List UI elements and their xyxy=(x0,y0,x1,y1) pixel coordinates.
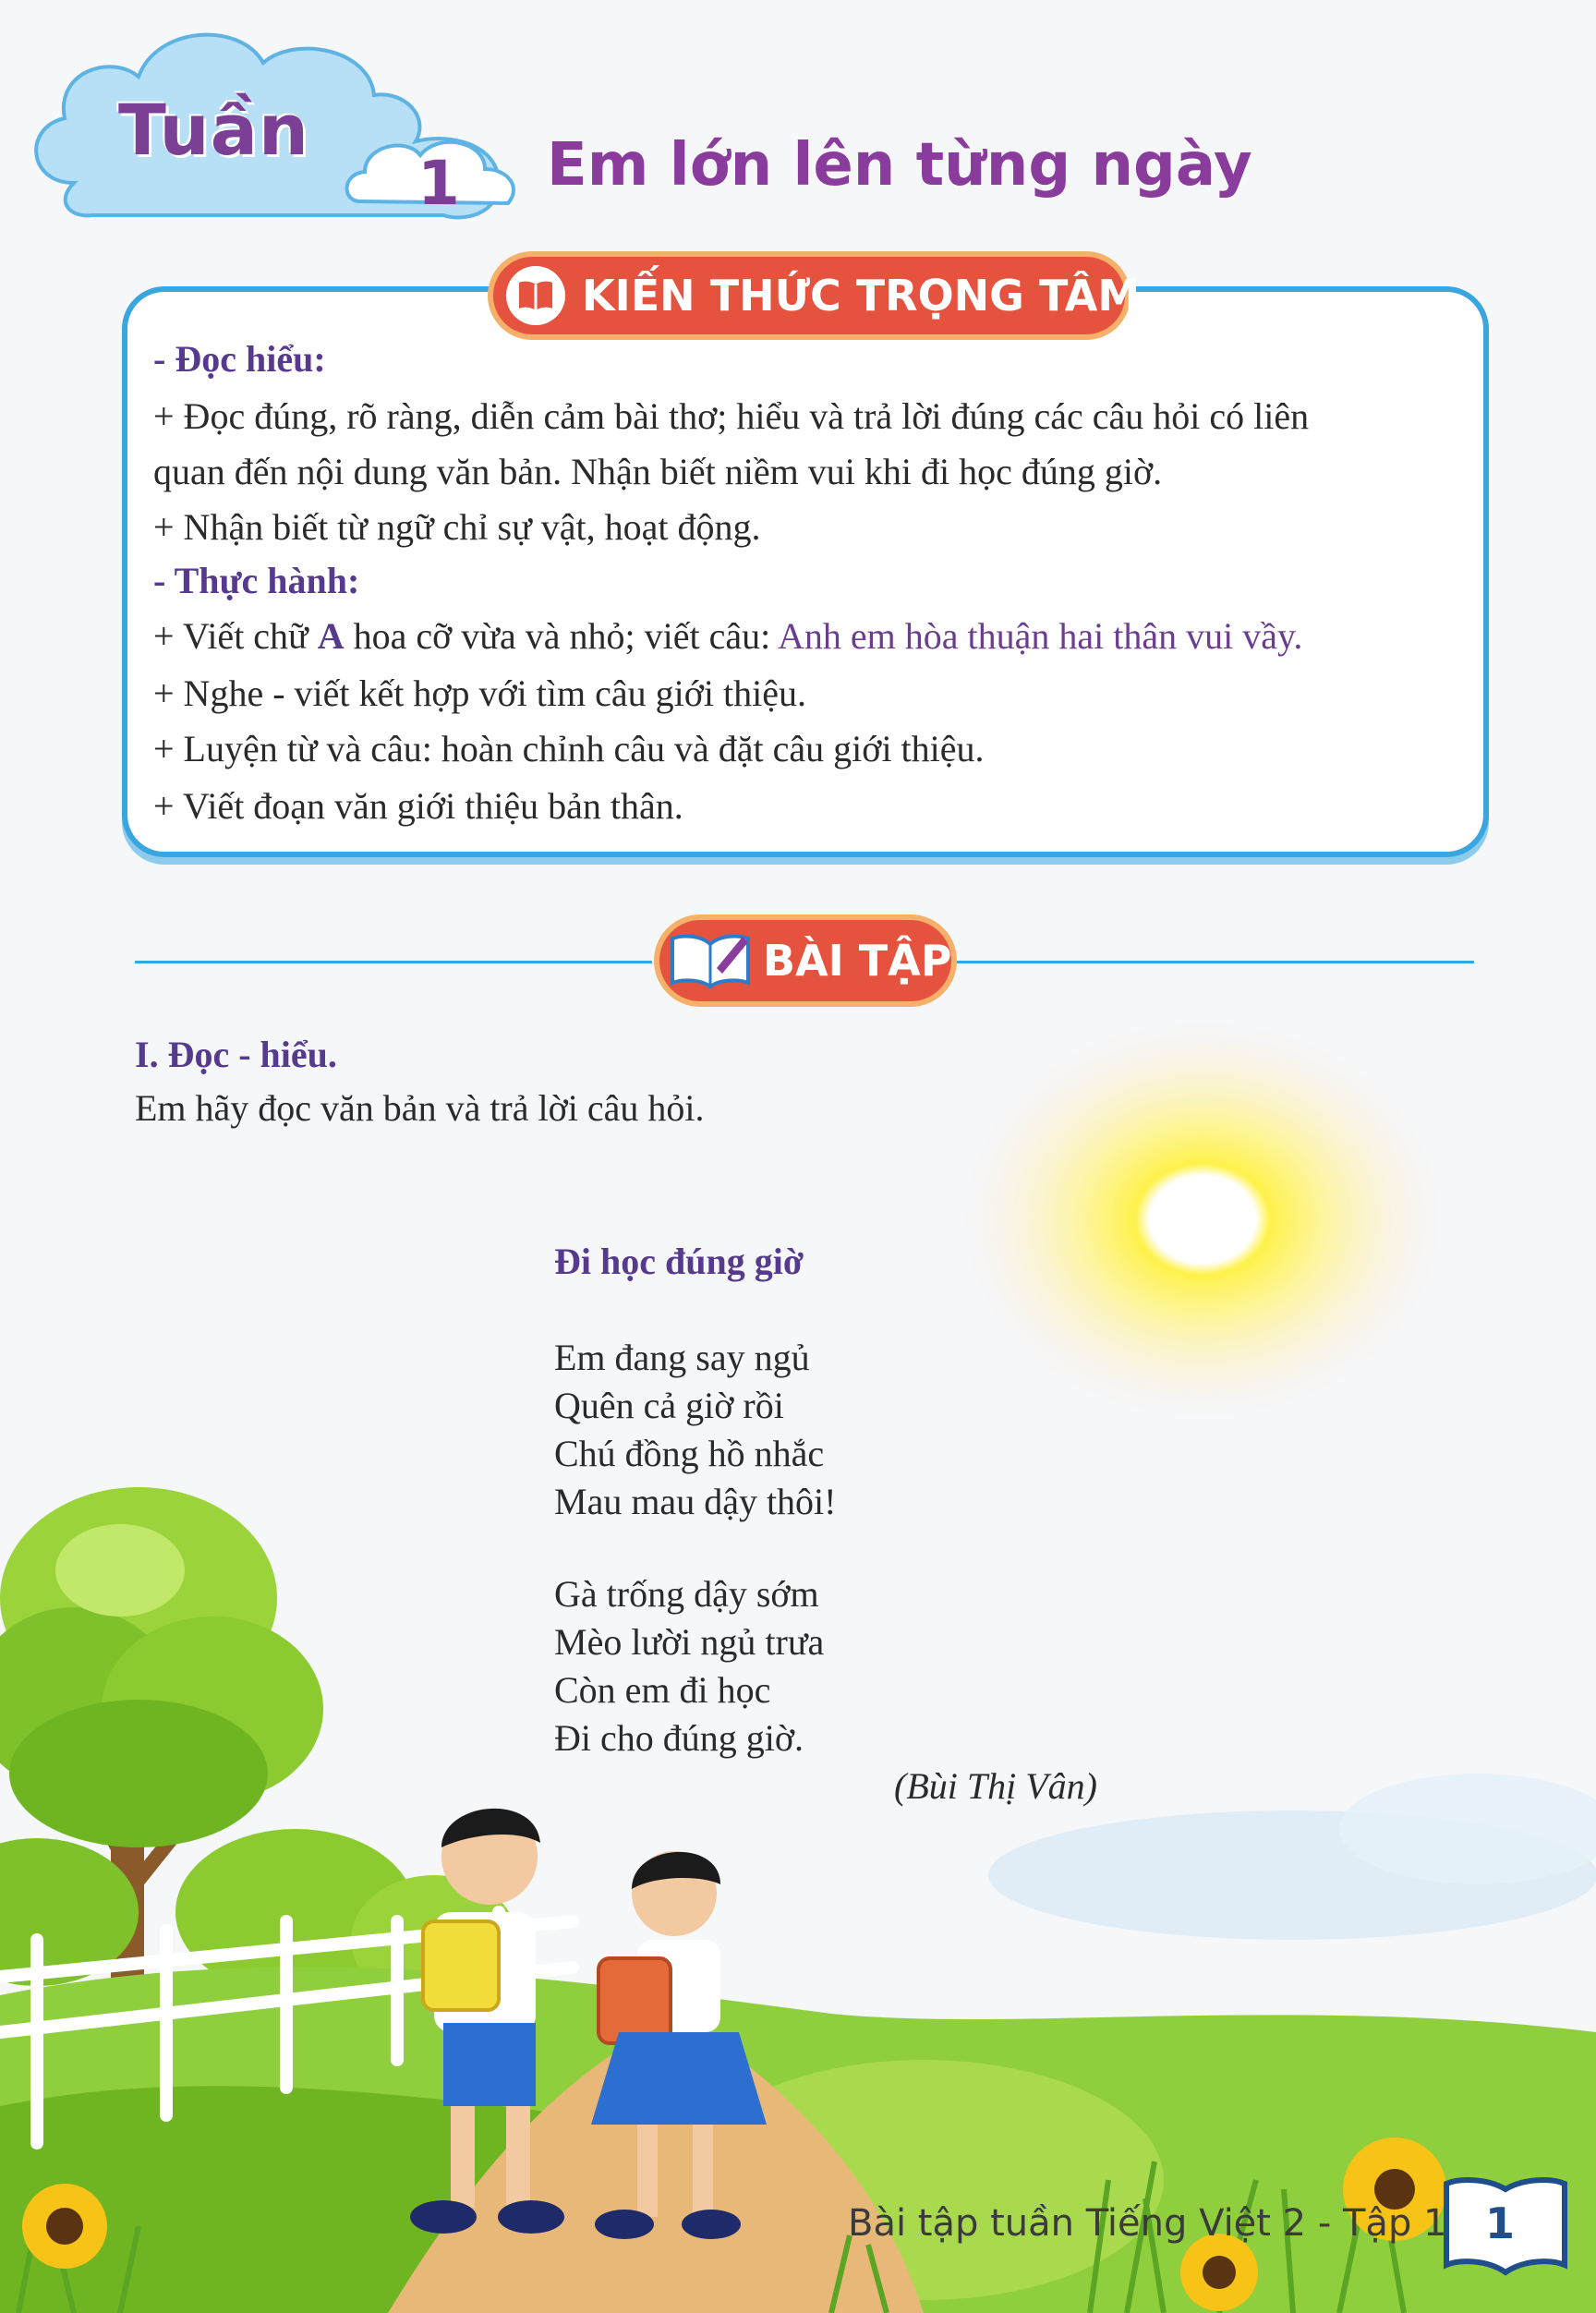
practice-item-3: + Viết đoạn văn giới thiệu bản thân. xyxy=(153,785,683,827)
practice-write-item xyxy=(153,608,1302,664)
practice-heading: - Thực hành: xyxy=(153,560,360,601)
poem-line: Mau mau dậy thôi! xyxy=(554,1481,837,1522)
reading-item-1: + Đọc đúng, rõ ràng, diễn cảm bài thơ; hiểu và trả lời đúng các câu hỏi có liên xyxy=(153,395,1310,437)
poem-line: Em đang say ngủ xyxy=(554,1337,810,1378)
week-word: Tuần xyxy=(118,89,309,171)
exercise-label-text: BÀI TẬP xyxy=(763,936,952,986)
page-number: 1 xyxy=(1485,2198,1516,2248)
sunflower-middle xyxy=(1180,2234,1258,2311)
footer-book-title: Bài tập tuần Tiếng Việt 2 - Tập 1 xyxy=(848,2202,1447,2245)
section-title: I. Đọc - hiểu. xyxy=(135,1034,337,1075)
poem-line: Mèo lười ngủ trưa xyxy=(554,1621,825,1663)
divider-right xyxy=(957,961,1474,963)
practice-write-prefix: + Viết chữ xyxy=(153,615,318,657)
practice-letter: A xyxy=(317,615,345,657)
reading-item-3: + Nhận biết từ ngữ chỉ sự vật, hoạt động. xyxy=(153,506,761,548)
practice-item-2: + Luyện từ và câu: hoàn chỉnh câu và đặt câu giới thiệu. xyxy=(153,728,985,769)
landscape-illustration xyxy=(0,1478,1596,2313)
poem-author: (Bùi Thị Vân) xyxy=(894,1765,1097,1807)
reading-item-2: quan đến nội dung văn bản. Nhận biết niềm vui khi đi học đúng giờ. xyxy=(153,451,1163,492)
reading-heading: - Đọc hiểu: xyxy=(153,338,326,380)
poem-line: Đi cho đúng giờ. xyxy=(554,1717,804,1759)
practice-write-middle: hoa cỡ vừa và nhỏ; viết câu: xyxy=(344,615,778,657)
poem-line: Gà trống dậy sớm xyxy=(554,1573,819,1615)
poem-line: Chú đồng hồ nhắc xyxy=(554,1433,825,1474)
sunflower-left xyxy=(22,2184,107,2269)
instruction: Em hãy đọc văn bản và trả lời câu hỏi. xyxy=(135,1087,705,1129)
exercise-label xyxy=(654,914,957,1007)
poem-line: Còn em đi học xyxy=(554,1669,771,1711)
open-book-icon xyxy=(669,931,752,990)
unit-title: Em lớn lên từng ngày xyxy=(547,131,1252,200)
poem-title: Đi học đúng giờ xyxy=(554,1241,804,1282)
knowledge-label-text: KIẾN THỨC TRỌNG TÂM xyxy=(582,271,1141,321)
week-number: 1 xyxy=(417,148,460,219)
sun-illustration xyxy=(961,1016,1459,1423)
divider-left xyxy=(135,961,652,963)
book-icon xyxy=(506,266,565,325)
knowledge-label xyxy=(488,251,1141,340)
practice-item-1: + Nghe - viết kết hợp với tìm câu giới thiệu. xyxy=(153,672,806,714)
poem-line: Quên cả giờ rồi xyxy=(554,1385,784,1426)
practice-sentence: Anh em hòa thuận hai thân vui vầy. xyxy=(777,615,1303,657)
